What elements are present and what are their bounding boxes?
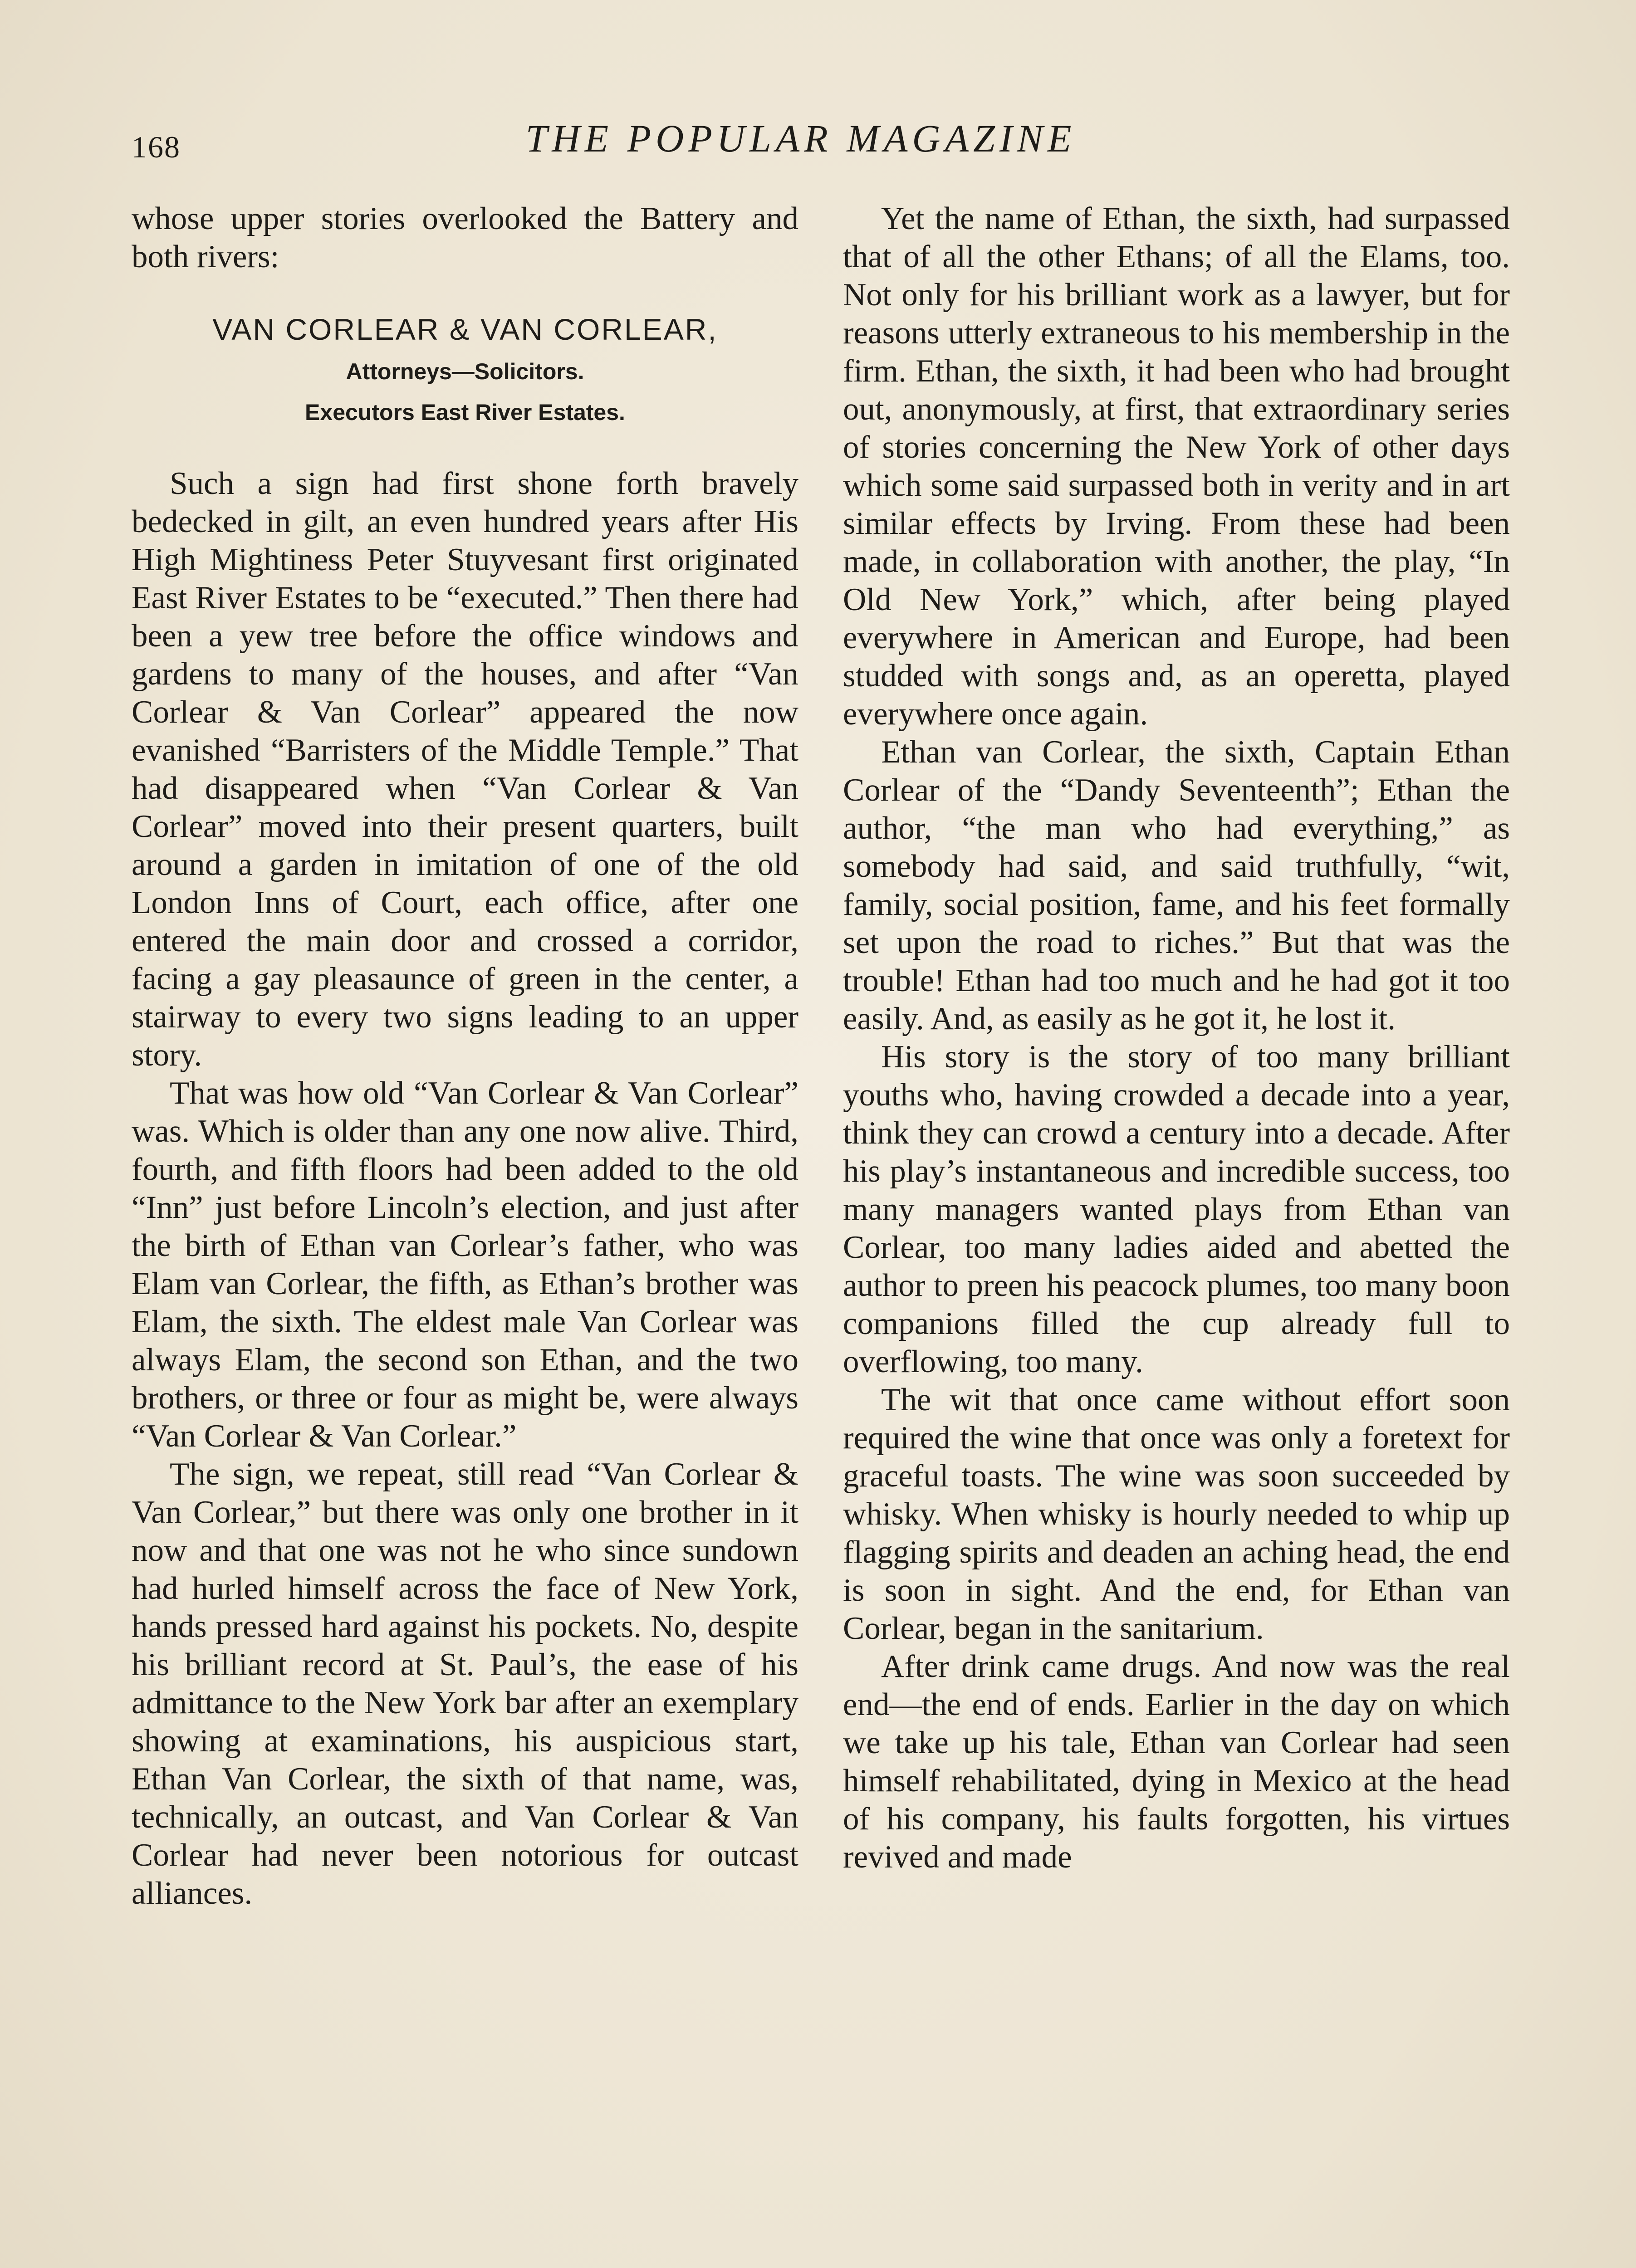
page-header xyxy=(132,116,1470,166)
intro-paragraph: whose upper stories overlooked the Battery and both rivers: xyxy=(132,201,798,274)
sign-line-executors: Executors East River Estates. xyxy=(305,400,625,425)
paragraph: The sign, we repeat, still read “Van Corlear & Van Corlear,” but there was only one brother in it now and that one was not he who since sundown had hurled himself across the face of New York, hands pressed hard against his pockets. No, despite his brilliant record at St. Paul’s, the ease of his admittance to the New York bar after an exemplary showing at examinations, his auspicious start, Ethan Van Corlear, the sixth of that name, was, technically, an outcast, and Van Corlear & Van Corlear had never been notorious for outcast alliances. xyxy=(132,1457,798,1911)
paragraph: That was how old “Van Corlear & Van Corlear” was. Which is older than any one now alive. Third, fourth, and fifth floors had been added to the old “Inn” just before Lincoln’s election, and just after the birth of Ethan van Corlear’s father, who was Elam van Corlear, the fifth, as Ethan’s brother was Elam, the sixth. The eldest male Van Corlear was always Elam, the second son Ethan, and the two brothers, or three or four as might be, were always “Van Corlear & Van Corlear.” xyxy=(132,1075,798,1454)
paragraph: The wit that once came without effort soon required the wine that once was only a foretext for graceful toasts. The wine was soon succeeded by whisky. When whisky is hourly needed to whip up flagging spirits and deaden an aching head, the end is soon in sight. And the end, for Ethan van Corlear, began in the sanitarium. xyxy=(843,1382,1510,1646)
sign-line-attorneys: Attorneys—Solicitors. xyxy=(346,359,584,384)
page-number: 168 xyxy=(132,130,181,164)
paragraph: His story is the story of too many brilliant youths who, having crowded a decade into a year, think they can crowd a century into a decade. After his play’s instantaneous and incredible success, too many managers wanted plays from Ethan van Corlear, too many ladies aided and abetted the author to preen his peacock plumes, too many boon companions filled the cup already full to overflowing, too many. xyxy=(843,1039,1510,1379)
paragraph: Yet the name of Ethan, the sixth, had surpassed that of all the other Ethans; of all the Elams, too. Not only for his brilliant work as a lawyer, but for reasons utterly extraneous to his membership in the firm. Ethan, the sixth, it had been who had brought out, anonymously, at first, that extraordinary series of stories concerning the New York of other days which some said surpassed both in verity and in art similar effects by Irving. From these had been made, in collaboration with another, the play, “In Old New York,” which, after being played everywhere in American and Europe, had been studded with songs and, as an operetta, played everywhere once again. xyxy=(843,201,1510,732)
sign-firm-name: VAN CORLEAR & VAN CORLEAR, xyxy=(212,313,718,346)
paragraph: After drink came drugs. And now was the real end—the end of ends. Earlier in the day on which we take up his tale, Ethan van Corlear had seen himself rehabilitated, dying in Mexico at the head of his company, his faults forgotten, his virtues revived and made xyxy=(843,1649,1510,1875)
paragraph: Ethan van Corlear, the sixth, Captain Ethan Corlear of the “Dandy Seventeenth”; Ethan the author, “the man who had everything,” as somebody had said, and said truthfully, “wit, family, social position, fame, and his feet formally set upon the road to riches.” But that was the trouble! Ethan had too much and he had got it too easily. And, as easily as he got it, he lost it. xyxy=(843,734,1510,1036)
paragraph: Such a sign had first shone forth bravely bedecked in gilt, an even hundred years after His High Mightiness Peter Stuyvesant first originated East River Estates to be “executed.” Then there had been a yew tree before the office windows and gardens to many of the houses, and after “Van Corlear & Van Corlear” appeared the now evanished “Barristers of the Middle Temple.” That had disappeared when “Van Corlear & Van Corlear” moved into their present quarters, built around a garden in imitation of one of the old London Inns of Court, each office, after one entered the main door and crossed a corridor, facing a gay pleasaunce of green in the center, a stairway to every two signs leading to an upper story. xyxy=(132,466,798,1073)
magazine-title: THE POPULAR MAGAZINE xyxy=(525,117,1076,160)
right-column xyxy=(843,200,1510,1876)
firm-sign xyxy=(132,308,798,433)
left-column xyxy=(132,200,798,1912)
